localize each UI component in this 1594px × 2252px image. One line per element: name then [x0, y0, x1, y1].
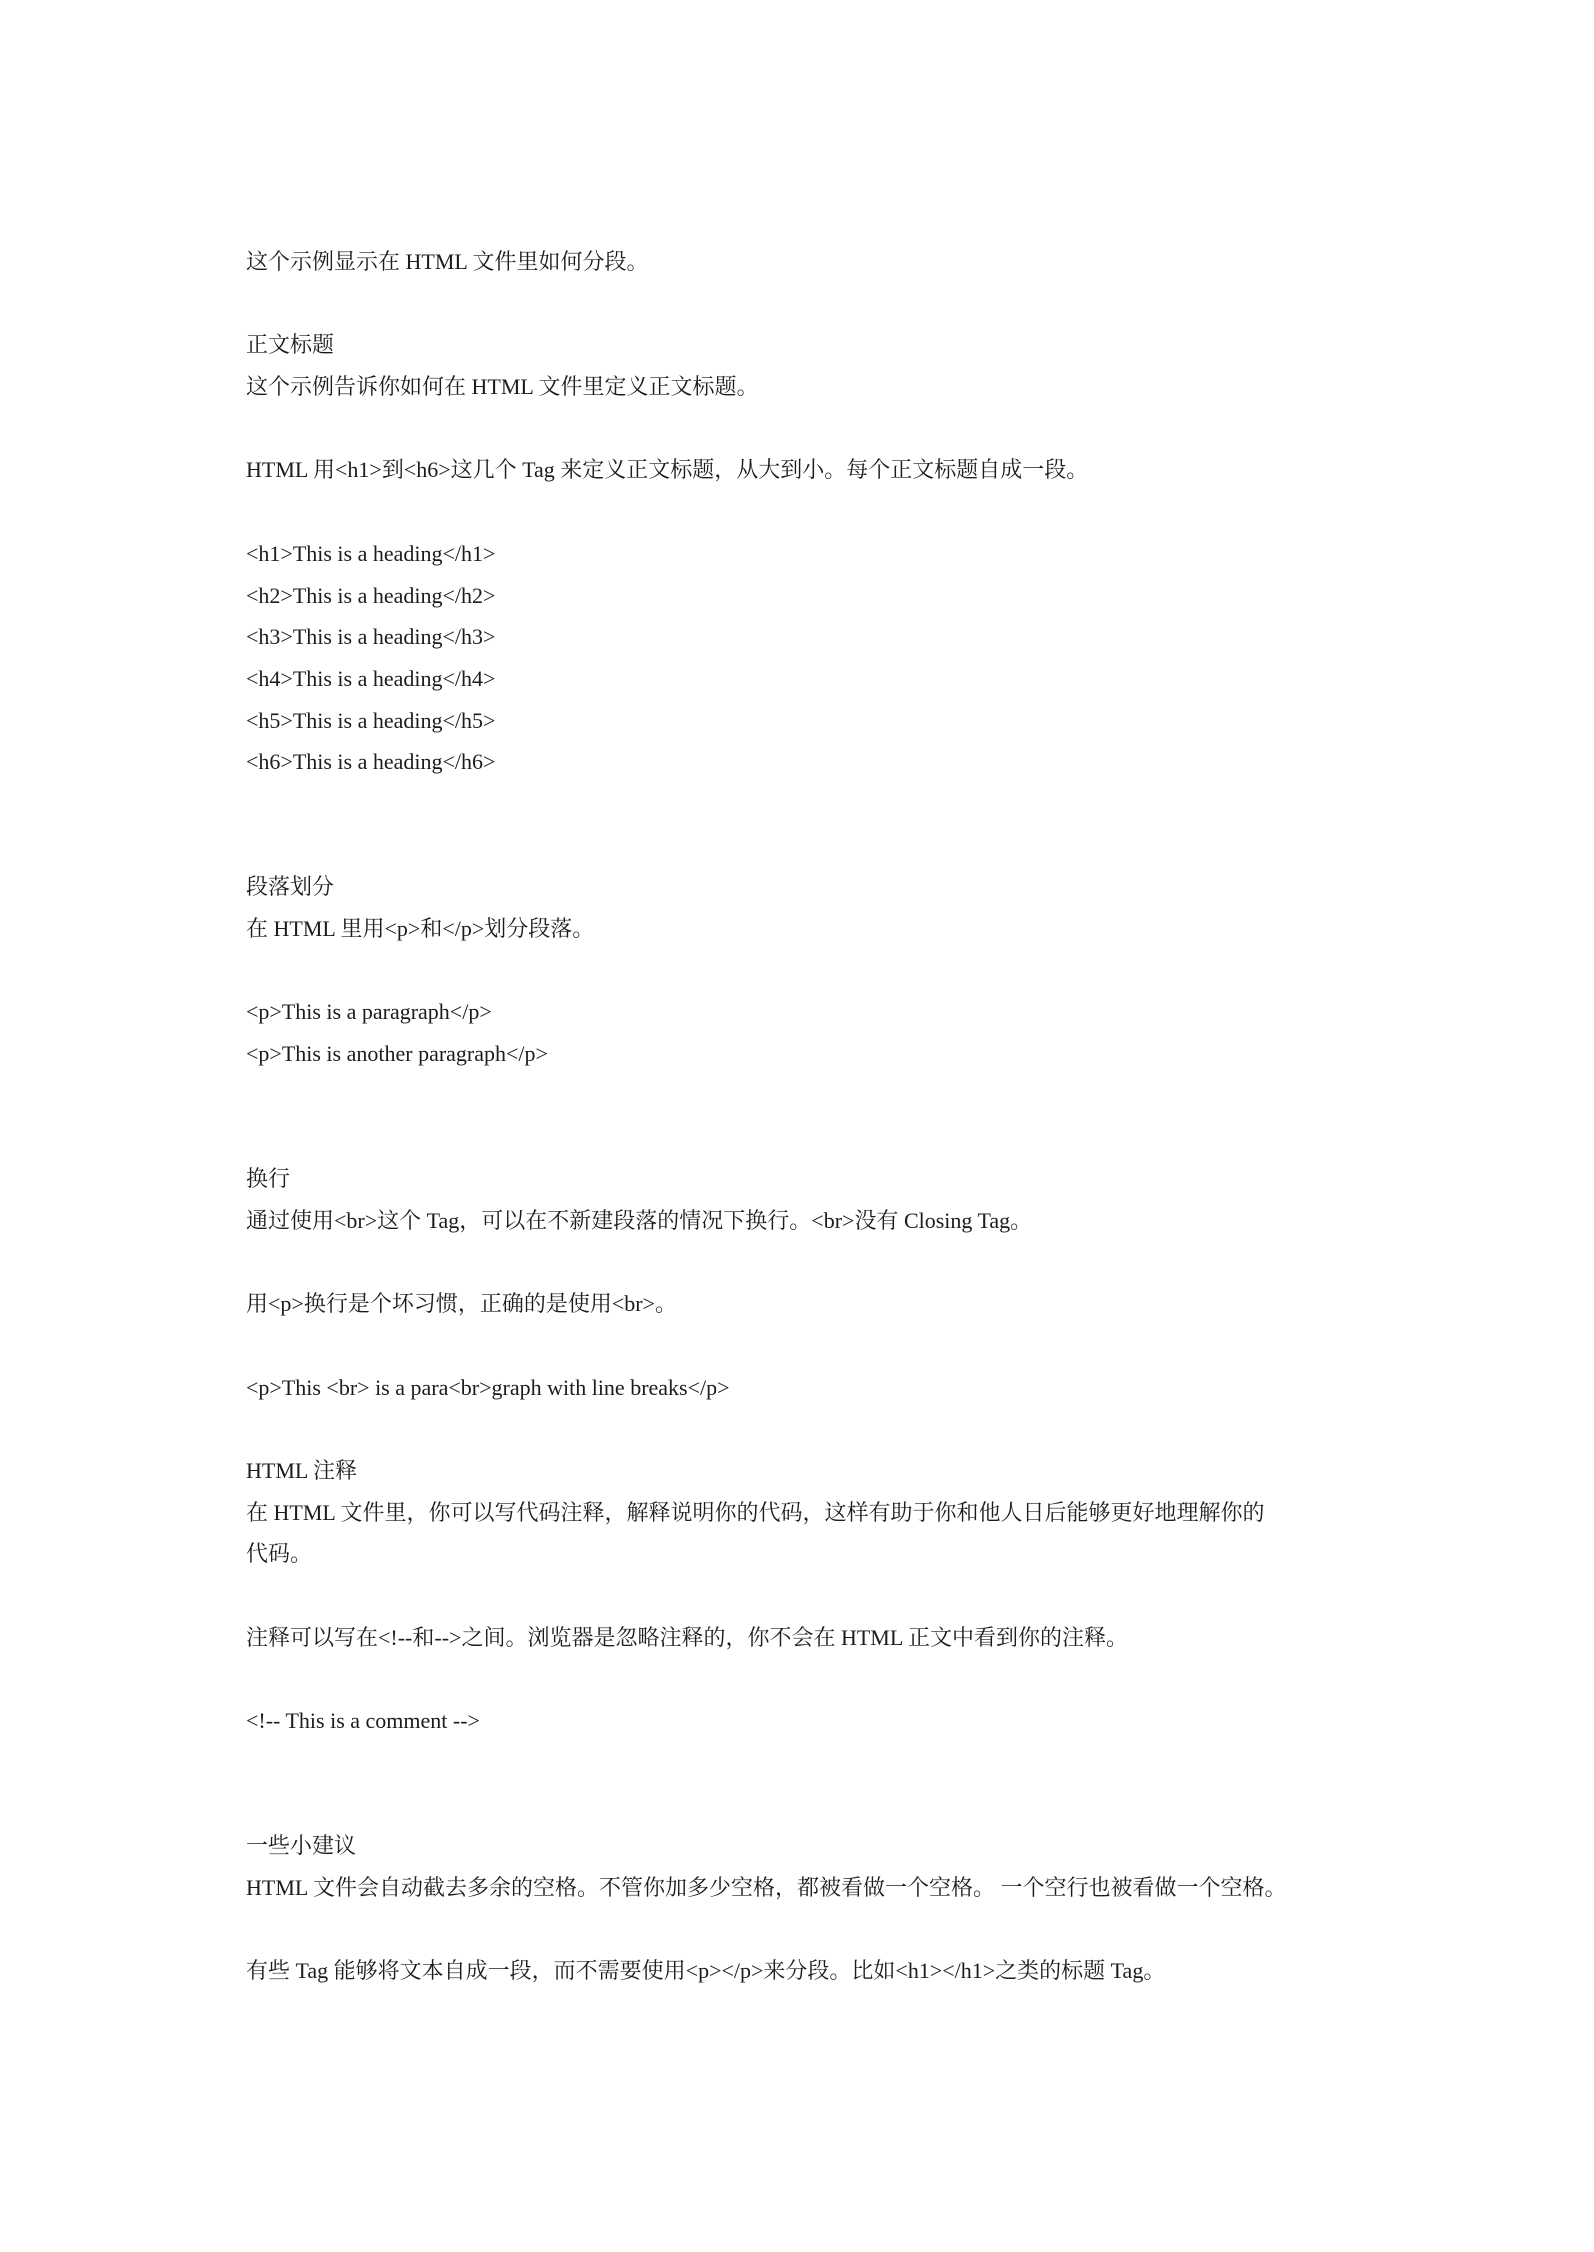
- heading-code-example: <h5>This is a heading</h5>: [246, 707, 496, 733]
- comments-section-note: 注释可以写在<!--和-->之间。浏览器是忽略注释的，你不会在 HTML 正文中看到你的注释。: [246, 1624, 1128, 1650]
- linebreaks-section-title: 换行: [246, 1166, 291, 1192]
- heading-code-example: <h6>This is a heading</h6>: [246, 749, 496, 775]
- paragraphs-section-title: 段落划分: [246, 874, 335, 900]
- comments-section-title: HTML 注释: [246, 1457, 358, 1483]
- tips-item: HTML 文件会自动截去多余的空格。不管你加多少空格，都被看做一个空格。 一个空行也被看做一个空格。: [246, 1874, 1287, 1900]
- intro-text: 这个示例显示在 HTML 文件里如何分段。: [246, 249, 649, 274]
- linebreaks-section-desc: 通过使用<br>这个 Tag，可以在不新建段落的情况下换行。<br>没有 Closing Tag。: [246, 1207, 1033, 1233]
- linebreaks-section-note: 用<p>换行是个坏习惯，正确的是使用<br>。: [246, 1291, 677, 1317]
- heading-code-example: <h3>This is a heading</h3>: [246, 624, 496, 650]
- paragraph-code-example: <p>This is another paragraph</p>: [246, 1041, 548, 1067]
- tips-item: 有些 Tag 能够将文本自成一段，而不需要使用<p></p>来分段。比如<h1></h1>之类的标题 Tag。: [246, 1958, 1166, 1984]
- linebreak-code-example: <p>This <br> is a para<br>graph with line breaks</p>: [246, 1374, 730, 1400]
- headings-section-note: HTML 用<h1>到<h6>这几个 Tag 来定义正文标题，从大到小。每个正文标题自成一段。: [246, 457, 1089, 483]
- tips-section-title: 一些小建议: [246, 1833, 357, 1859]
- paragraphs-section-desc: 在 HTML 里用<p>和</p>划分段落。: [246, 916, 595, 942]
- comments-section-desc-line: 在 HTML 文件里，你可以写代码注释，解释说明你的代码，这样有助于你和他人日后能够更好地理解你的: [246, 1499, 1265, 1525]
- comment-code-example: <!-- This is a comment -->: [246, 1708, 480, 1734]
- comments-section-desc-line: 代码。: [246, 1541, 313, 1567]
- headings-section-title: 正文标题: [246, 332, 335, 358]
- heading-code-example: <h2>This is a heading</h2>: [246, 582, 496, 608]
- heading-code-example: <h1>This is a heading</h1>: [246, 540, 496, 566]
- heading-code-example: <h4>This is a heading</h4>: [246, 665, 496, 691]
- paragraph-code-example: <p>This is a paragraph</p>: [246, 999, 492, 1025]
- headings-section-desc: 这个示例告诉你如何在 HTML 文件里定义正文标题。: [246, 374, 759, 400]
